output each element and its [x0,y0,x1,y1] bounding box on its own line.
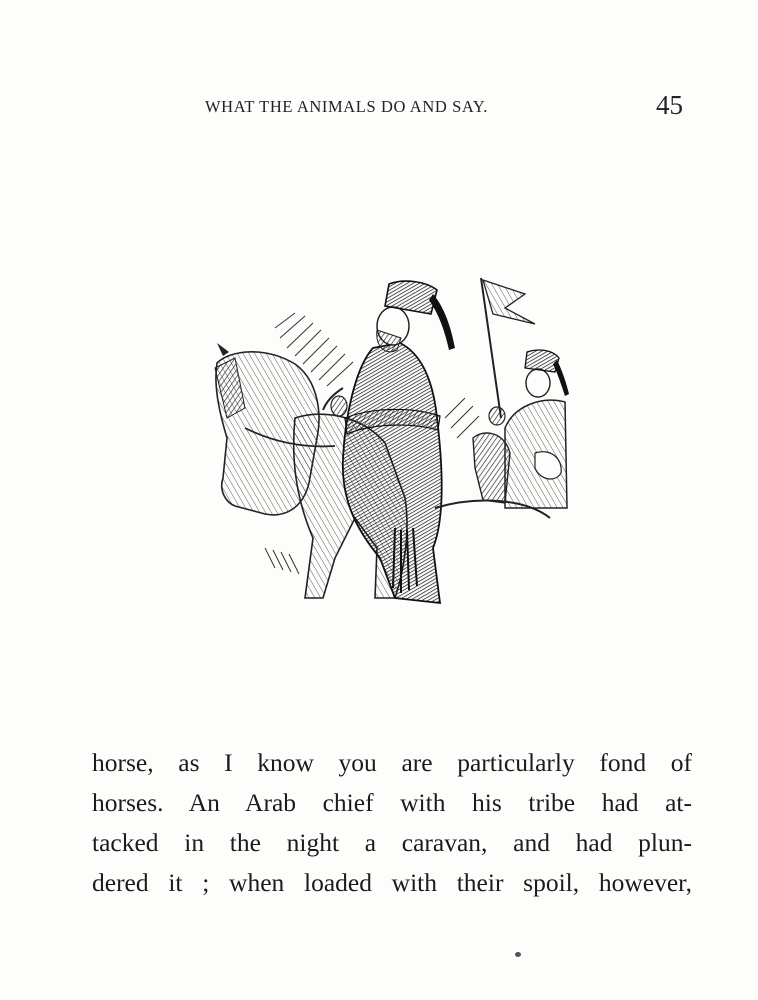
body-paragraph [92,743,692,903]
text-line: horse, as I know you are particularly fond of [92,748,692,777]
page-number: 45 [656,90,683,120]
running-head-title: WHAT THE ANIMALS DO AND SAY. [205,97,488,116]
ink-speck [515,952,521,957]
text-line: tacked in the night a caravan, and had plun- [92,828,692,857]
text-line: dered it ; when loaded with their spoil, however, [92,868,692,897]
text-line: horses. An Arab chief with his tribe had at- [92,788,692,817]
engraving-arab-horsemen-illustration [205,268,580,608]
